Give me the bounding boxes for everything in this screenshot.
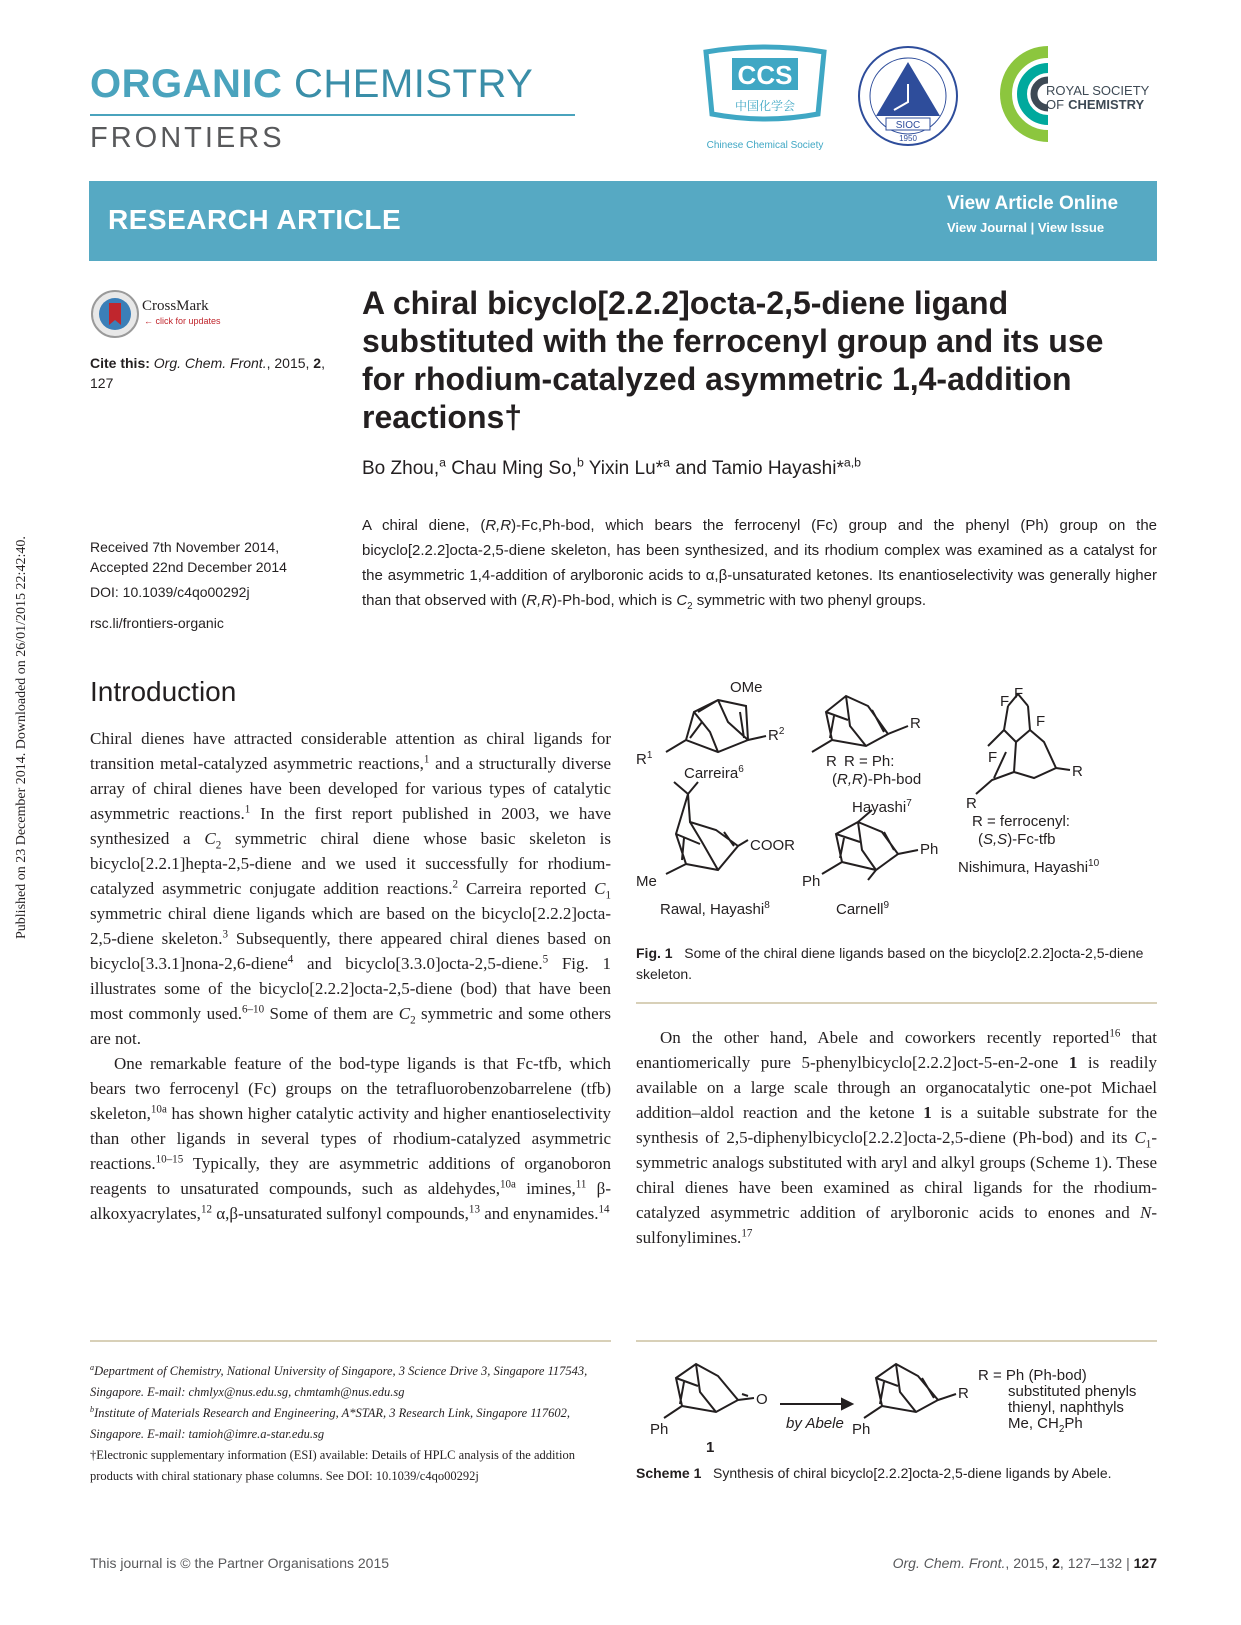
- intro-paragraph-1-run: Fig. 1 illustrates some of the bicyclo[2.2.2]octa-2,5-diene (bod) that have been most commonly used.: [90, 954, 611, 1023]
- intro-paragraph-2-run: α,β-unsaturated sulfonyl compounds,: [211, 1204, 469, 1223]
- author-2: Chau Ming So,: [445, 458, 577, 479]
- intro-paragraph-1-run: symmetric and some others are not.: [90, 1004, 611, 1048]
- intro-paragraph-1-run: C: [398, 1004, 411, 1023]
- label-r2-sup: 2: [778, 726, 785, 737]
- journal-title-light: CHEMISTRY: [282, 62, 534, 106]
- label-carnell-ph-left: Ph: [802, 873, 821, 890]
- footer-copyright: This journal is © the Partner Organisations 2015: [90, 1555, 390, 1571]
- label-r2: [768, 726, 785, 744]
- label-hayashi: [852, 798, 912, 816]
- label-diene-r: R: [958, 1385, 969, 1402]
- intro-paragraph-1-run: Subsequently, there appeared chiral dienes based on bicyclo[3.3.1]nona-2,6-diene: [90, 929, 611, 973]
- label-f-4: F: [988, 749, 998, 766]
- scheme-1-rule: [636, 1340, 1157, 1342]
- scheme-1-caption-text: Synthesis of chiral bicyclo[2.2.2]octa-2,5-diene ligands by Abele.: [713, 1465, 1112, 1481]
- intro-paragraph-2-run: 11: [575, 1178, 587, 1191]
- intro-paragraph-2-run: 10a: [150, 1103, 167, 1116]
- scheme-1-labels: [650, 1367, 1136, 1456]
- label-me: Me: [636, 873, 657, 890]
- intro-paragraph-3-run: -symmetric analogs substituted with aryl and alkyl groups (Scheme 1). These chiral dienes have been examined as chiral ligands for the rhodium-catalyzed asymmetric addition of arylboronic acids to enones and: [636, 1128, 1157, 1222]
- intro-paragraph-3-run: C: [1134, 1128, 1146, 1147]
- footnote-b: [90, 1403, 611, 1445]
- label-diene-ph: Ph: [852, 1421, 871, 1438]
- crossmark-label[interactable]: CrossMark: [142, 298, 209, 314]
- download-note-text: Published on 23 December 2014. Downloaded on 26/01/2015 22:42:40.: [14, 536, 29, 939]
- label-f-2: F: [1014, 685, 1024, 702]
- label-rawal: [660, 900, 770, 918]
- intro-paragraph-1-run: C: [594, 879, 606, 898]
- intro-paragraph-2-run: and enynamides.: [479, 1204, 599, 1223]
- intro-paragraph-2: [90, 1051, 611, 1226]
- rsc-logo[interactable]: [990, 42, 1160, 152]
- intro-paragraph-2-run: One remarkable feature of the bod-type ligands is that Fc-tfb, which bears two ferrocenyl (Fc) groups on the tetrafluorobenzobarrelene (tfb) skeleton,: [90, 1054, 611, 1123]
- banner-links: [947, 220, 1104, 235]
- sioc-logo[interactable]: [856, 44, 960, 148]
- label-ss-fctfb: [978, 831, 1056, 848]
- intro-paragraph-1-run: symmetric chiral diene ligands which are based on the bicyclo[2.2.2]octa-2,5-diene skeleton.: [90, 904, 611, 948]
- label-rr-phbod-open: (: [832, 771, 837, 788]
- ketone-skeleton: [664, 1364, 754, 1418]
- label-r1-r: R: [636, 751, 647, 768]
- banner-link-separator: |: [1030, 220, 1035, 235]
- footnote-a: [90, 1361, 611, 1403]
- label-r-list-3: thienyl, naphthyls: [1008, 1399, 1124, 1416]
- author-1-aff: a: [439, 455, 446, 470]
- label-ketone-ph: Ph: [650, 1421, 669, 1438]
- author-2-aff: b: [576, 455, 584, 470]
- intro-paragraph-3: [636, 1025, 1157, 1250]
- carreira-skeleton: [666, 700, 766, 752]
- label-hayashi-name: Hayashi: [852, 799, 907, 816]
- footer-year: , 2015,: [1005, 1555, 1053, 1571]
- figure-1-structures: [636, 682, 1157, 932]
- intro-paragraph-1-run: Some of them are: [264, 1004, 399, 1023]
- abstract-part-2: )-Fc,Ph-bod, which bears the ferrocenyl (Fc) group and the phenyl (Ph) group on the bicyclo[2.2.2]octa-2,5-diene skeleton, has been synthesized, and its rhodium complex was examined as a catalyst for the asymmetric 1,4-addition of arylboronic acids to α,β-unsaturated ketones. Its enantioselectivity was generally higher than that observed with (: [362, 517, 1158, 609]
- intro-paragraph-3-run: is readily available on a large scale through an organocatalytic one-pot Michael addition–aldol reaction and the ketone: [636, 1053, 1157, 1122]
- crossmark-sublabel: ← click for updates: [144, 316, 221, 326]
- view-article-online-link[interactable]: View Article Online: [947, 193, 1119, 214]
- scheme-1-structures: [636, 1356, 1157, 1456]
- ketone-carbonyl: [742, 1394, 748, 1396]
- label-hayashi-ref: 7: [906, 798, 912, 809]
- view-journal-link[interactable]: View Journal: [947, 220, 1027, 235]
- footer-separator: |: [1122, 1555, 1134, 1571]
- intro-paragraph-2-run: 14: [598, 1203, 610, 1216]
- intro-paragraph-1-run: 4: [287, 953, 294, 966]
- intro-paragraph-2-run: Typically, they are asymmetric additions of organoboron reagents to unsaturated compounds, such as aldehydes,: [90, 1154, 611, 1198]
- intro-paragraph-3-run: 1: [1145, 1138, 1152, 1151]
- footer-citation: [880, 1555, 1157, 1571]
- intro-paragraph-2-run: 10a: [499, 1178, 516, 1191]
- intro-paragraph-2-run: 10–15: [155, 1153, 184, 1166]
- label-carnell-ref: 9: [883, 900, 890, 911]
- intro-paragraph-3-run: that enantiomerically pure 5-phenylbicyclo[2.2.2]oct-5-en-2-one: [636, 1028, 1157, 1072]
- abstract-part-1: A chiral diene, (: [362, 517, 486, 534]
- footer-journal: Org. Chem. Front.: [892, 1555, 1006, 1571]
- label-r-list-4-text: Me, CH: [1008, 1415, 1059, 1432]
- ccs-logo-cn: 中国化学会: [734, 99, 796, 113]
- footer-pages: , 127–132: [1059, 1555, 1123, 1571]
- intro-paragraph-2-run: 13: [468, 1203, 480, 1216]
- label-ch2-sub: 2: [1058, 1424, 1065, 1435]
- label-r-ph: R = Ph:: [844, 753, 895, 770]
- label-rr-phbod-rr: R,R: [837, 771, 863, 788]
- rsc-logo-line1: ROYAL SOCIETY: [1046, 83, 1150, 98]
- label-fctfb-r-right: R: [1072, 763, 1083, 780]
- rsc-logo-line2: [1046, 97, 1144, 112]
- intro-paragraph-2-run: 12: [200, 1203, 212, 1216]
- ccs-logo-mark: CCS: [737, 60, 793, 90]
- label-f-3: F: [1036, 713, 1046, 730]
- intro-paragraph-3-run: 16: [1109, 1027, 1121, 1040]
- author-list: [362, 455, 862, 480]
- intro-paragraph-1-run: and bicyclo[3.3.0]octa-2,5-diene.: [293, 954, 543, 973]
- received-date: Received 7th November 2014,: [90, 539, 280, 555]
- article-type: RESEARCH ARTICLE: [108, 204, 402, 235]
- label-carreira-ref: 6: [738, 764, 744, 775]
- label-ss-fctfb-ss: S,S: [983, 831, 1008, 848]
- abstract: [362, 513, 1157, 613]
- label-r1: [636, 750, 653, 768]
- citation: [90, 353, 350, 393]
- footnote-b-sup: b: [90, 1404, 95, 1414]
- rsc-logo-of: OF: [1046, 97, 1065, 112]
- figure-1-labels: [636, 682, 1100, 918]
- label-rr-phbod: [832, 771, 921, 788]
- intro-paragraph-1-run: 1: [244, 803, 251, 816]
- rsc-logo-chem: CHEMISTRY: [1068, 97, 1145, 112]
- figure-1-caption: [636, 943, 1157, 985]
- cite-label: Cite this:: [90, 355, 150, 371]
- intro-paragraph-1-run: and a structurally diverse array of chiral dienes have been developed for various types of catalytic asymmetric reactions.: [90, 754, 611, 823]
- sioc-logo-year: 1950: [899, 134, 917, 143]
- intro-paragraph-1-run: 6–10: [242, 1003, 265, 1016]
- view-issue-link[interactable]: View Issue: [1037, 220, 1105, 235]
- left-column: [90, 726, 611, 1226]
- article-title: A chiral bicyclo[2.2.2]octa-2,5-diene ligand substituted with the ferrocenyl group and its use for rhodium-catalyzed asymmetric 1,4-addition reactions†: [362, 285, 1104, 435]
- footnote-rule: [90, 1340, 611, 1342]
- fctfb-skeleton: [976, 694, 1070, 794]
- label-f-1: F: [1000, 693, 1010, 710]
- intro-paragraph-1-run: C: [204, 829, 216, 848]
- abstract-c2: C: [676, 592, 688, 609]
- intro-paragraph-1-run: symmetric chiral diene whose basic skeleton is bicyclo[2.2.1]hepta-2,5-diene and we used it successfully for rhodium-catalyzed asymmetric conjugate addition reactions.: [90, 829, 612, 898]
- figure-1-label: Fig. 1: [636, 945, 673, 961]
- label-carreira: [684, 764, 744, 782]
- carnell-skeleton: [822, 810, 918, 880]
- scheme-1-bonds: [664, 1364, 956, 1418]
- intro-paragraph-1-run: 1: [423, 753, 430, 766]
- label-nishimura-name: Nishimura, Hayashi: [958, 859, 1089, 876]
- abstract-rr-2: R,R: [526, 592, 553, 609]
- label-r-list-2: substituted phenyls: [1008, 1383, 1137, 1400]
- download-note: [2, 459, 32, 939]
- intro-paragraph-3-run: N: [1139, 1203, 1152, 1222]
- cite-journal: Org. Chem. Front.: [153, 355, 267, 371]
- right-column: [636, 1025, 1157, 1250]
- figure-1-rule: [636, 1002, 1157, 1004]
- journal-rule: [90, 114, 575, 116]
- label-by-abele: by Abele: [786, 1415, 844, 1432]
- label-carreira-name: Carreira: [684, 765, 739, 782]
- scheme-1-label: Scheme 1: [636, 1465, 702, 1481]
- author-4-aff: a,b: [843, 455, 862, 470]
- journal-title: [90, 62, 533, 107]
- label-rawal-ref: 8: [764, 900, 770, 911]
- phbod-skeleton: [812, 696, 908, 752]
- label-carnell: [836, 900, 890, 918]
- footer-page-number: 127: [1133, 1555, 1157, 1571]
- label-rr-phbod-close: )-Ph-bod: [862, 771, 922, 788]
- abstract-part-4: symmetric with two phenyl groups.: [692, 592, 927, 609]
- intro-paragraph-3-run: 1: [923, 1103, 932, 1122]
- scheme-1-caption: [636, 1463, 1157, 1484]
- label-ch2-ph: Ph: [1064, 1415, 1083, 1432]
- journal-subtitle: FRONTIERS: [90, 122, 285, 154]
- cite-pages: , 127: [90, 355, 325, 391]
- abstract-part-3: )-Ph-bod, which is: [552, 592, 677, 609]
- label-carnell-ph-right: Ph: [920, 841, 939, 858]
- intro-paragraph-2-run: imines,: [515, 1179, 576, 1198]
- label-r-ferrocenyl: R = ferrocenyl:: [972, 813, 1070, 830]
- label-ss-fctfb-close: )-Fc-tfb: [1007, 831, 1056, 848]
- label-ss-fctfb-open: (: [978, 831, 983, 848]
- label-r1-sup: 1: [646, 750, 653, 761]
- reaction-arrowhead: [842, 1399, 852, 1409]
- doi[interactable]: DOI: 10.1039/c4qo00292j: [90, 584, 250, 600]
- intro-paragraph-3-run: 1: [1068, 1053, 1078, 1072]
- label-r-list-4: [1008, 1415, 1083, 1435]
- label-nishimura-ref: 10: [1088, 858, 1100, 869]
- journal-title-bold: ORGANIC: [90, 62, 283, 106]
- footnote-b-text: Institute of Materials Research and Engineering, A*STAR, 3 Research Link, Singapore 117602, Singapore. E-mail: tamioh@imre.a-star.edu.sg: [90, 1406, 571, 1441]
- intro-paragraph-1-run: 3: [222, 928, 229, 941]
- label-carnell-name: Carnell: [836, 901, 884, 918]
- intro-paragraph-3-run: is a suitable substrate for the synthesis of 2,5-diphenylbicyclo[2.2.2]octa-2,5-diene (Ph-bod) and its: [636, 1103, 1158, 1147]
- label-fctfb-r-left: R: [966, 795, 977, 812]
- author-3: Yixin Lu*: [583, 458, 664, 479]
- rawal-skeleton: [666, 782, 748, 874]
- footnote-a-text: Department of Chemistry, National University of Singapore, 3 Science Drive 3, Singapore 117543, Singapore. E-mail: chmlyx@nus.edu.sg, chmtamh@nus.edu.sg: [90, 1364, 588, 1399]
- footnote-a-sup: a: [90, 1362, 95, 1372]
- ccs-logo[interactable]: [690, 44, 840, 156]
- label-rawal-name: Rawal, Hayashi: [660, 901, 765, 918]
- intro-paragraph-3-run: On the other hand, Abele and coworkers recently reported: [660, 1028, 1110, 1047]
- label-r2-r: R: [768, 727, 779, 744]
- label-ome: OMe: [730, 682, 763, 696]
- label-phbod-r-left: R: [826, 753, 837, 770]
- footnote-esi: †Electronic supplementary information (ESI) available: Details of HPLC analysis of the addition products with chiral stationary phase columns. See DOI: 10.1039/c4qo00292j: [90, 1448, 575, 1483]
- abstract-c2-sub: 2: [687, 601, 693, 612]
- footer-volume: 2: [1052, 1555, 1060, 1571]
- diene-skeleton: [864, 1364, 956, 1418]
- intro-paragraph-2-run: has shown higher catalytic activity and higher enantioselectivity than other ligands in several types of rhodium-catalyzed asymmetric reactions.: [90, 1104, 611, 1173]
- figure-1-caption-text: Some of the chiral diene ligands based on the bicyclo[2.2.2]octa-2,5-diene skeleton.: [636, 945, 1144, 982]
- intro-paragraph-1-run: 1: [605, 889, 611, 902]
- ccs-logo-en: Chinese Chemical Society: [706, 140, 824, 151]
- intro-paragraph-1-run: 2: [452, 878, 459, 891]
- cite-year: , 2015,: [266, 355, 314, 371]
- label-phbod-r-right: R: [910, 715, 921, 732]
- footnotes: [90, 1361, 611, 1487]
- author-3-aff: a: [663, 455, 670, 470]
- author-4: and Tamio Hayashi*: [669, 458, 844, 479]
- label-compound-1: 1: [706, 1439, 715, 1456]
- intro-paragraph-1-run: In the first report published in 2003, we have synthesized a: [90, 804, 611, 848]
- intro-paragraph-2-run: β-alkoxyacrylates,: [90, 1179, 611, 1223]
- label-nishimura: [958, 858, 1100, 876]
- introduction-heading: Introduction: [90, 676, 237, 707]
- crossmark-sub-text: click for updates: [155, 316, 221, 326]
- intro-paragraph-1-run: 2: [215, 839, 222, 852]
- intro-paragraph-1-run: 2: [410, 1014, 416, 1027]
- intro-paragraph-3-run: -sulfonylimines.: [636, 1203, 1157, 1247]
- crossmark-icon[interactable]: [90, 289, 140, 339]
- cite-volume: 2: [313, 355, 322, 371]
- received-dates: [90, 537, 350, 577]
- abstract-rr-1: R,R: [485, 517, 512, 534]
- author-1: Bo Zhou,: [362, 458, 440, 479]
- intro-paragraph-3-run: 17: [741, 1227, 753, 1240]
- label-ketone-o: O: [756, 1391, 768, 1408]
- sioc-logo-label: SIOC: [895, 120, 921, 131]
- accepted-date: Accepted 22nd December 2014: [90, 559, 287, 575]
- intro-paragraph-1-run: Carreira reported: [458, 879, 595, 898]
- intro-paragraph-1-run: Chiral dienes have attracted considerable attention as chiral ligands for transition metal-catalyzed asymmetric reactions,: [90, 729, 611, 773]
- label-r-list-1: R = Ph (Ph-bod): [978, 1367, 1087, 1384]
- label-coor: COOR: [750, 837, 795, 854]
- intro-paragraph-1-run: 5: [542, 953, 549, 966]
- intro-paragraph-1: [90, 726, 611, 1051]
- journal-link[interactable]: rsc.li/frontiers-organic: [90, 615, 224, 631]
